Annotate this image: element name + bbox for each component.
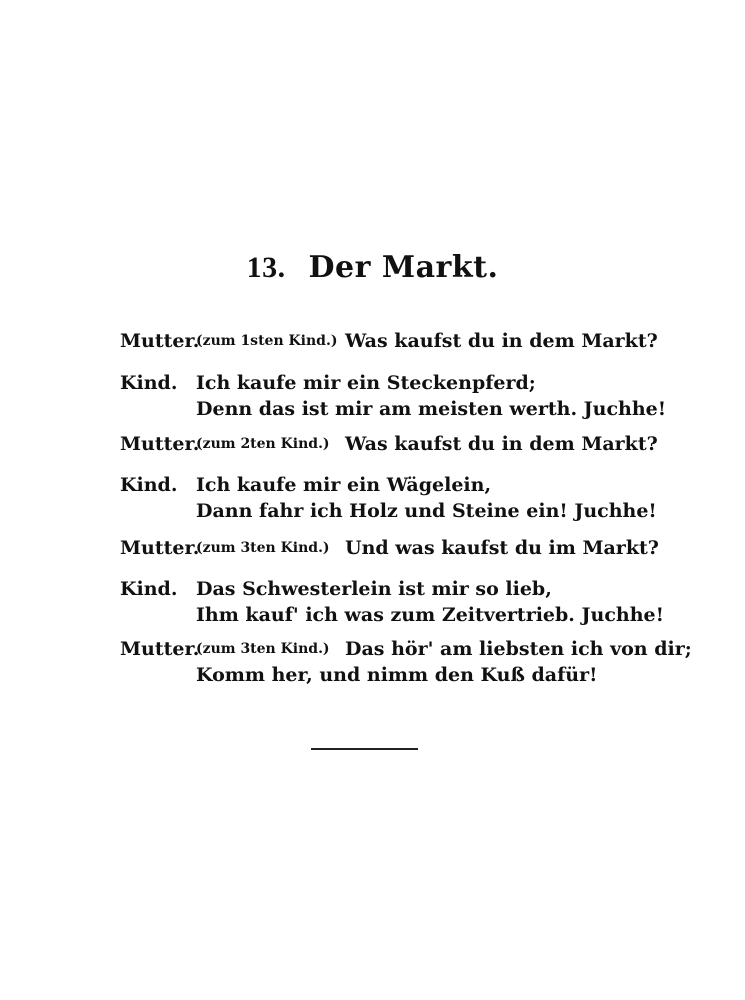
verse-line: Und was kaufst du im Markt? [345, 537, 659, 559]
speaker-label: Mutter. [120, 638, 200, 660]
verse-line: Was kaufst du in dem Markt? [345, 433, 658, 455]
song-title: Der Markt. [308, 250, 499, 285]
speaker-label: Mutter. [120, 330, 200, 352]
speaker-label: Kind. [120, 474, 178, 496]
stage-direction: (zum 3ten Kind.) [196, 641, 330, 657]
verse-line: Dann fahr ich Holz und Steine ein! Juchhe! [196, 500, 657, 522]
stage-direction: (zum 3ten Kind.) [196, 540, 330, 556]
stage-direction: (zum 1sten Kind.) [196, 333, 338, 349]
song-number: 13. [246, 251, 286, 284]
speaker-label: Mutter. [120, 433, 200, 455]
speaker-label: Mutter. [120, 537, 200, 559]
speaker-label: Kind. [120, 578, 178, 600]
verse-line: Ich kaufe mir ein Steckenpferd; [196, 372, 536, 394]
section-divider [311, 748, 418, 750]
speaker-label: Kind. [120, 372, 178, 394]
verse-line: Ihm kauf' ich was zum Zeitvertrieb. Juchhe! [196, 604, 664, 626]
verse-line: Was kaufst du in dem Markt? [345, 330, 658, 352]
page-title [0, 250, 745, 285]
verse-line: Ich kaufe mir ein Wägelein, [196, 474, 492, 496]
verse-line: Das Schwesterlein ist mir so lieb, [196, 578, 552, 600]
stage-direction: (zum 2ten Kind.) [196, 436, 330, 452]
verse-line: Denn das ist mir am meisten werth. Juchhe! [196, 398, 667, 420]
verse-line: Komm her, und nimm den Kuß dafür! [196, 664, 598, 686]
verse-line: Das hör' am liebsten ich von dir; [345, 638, 692, 660]
